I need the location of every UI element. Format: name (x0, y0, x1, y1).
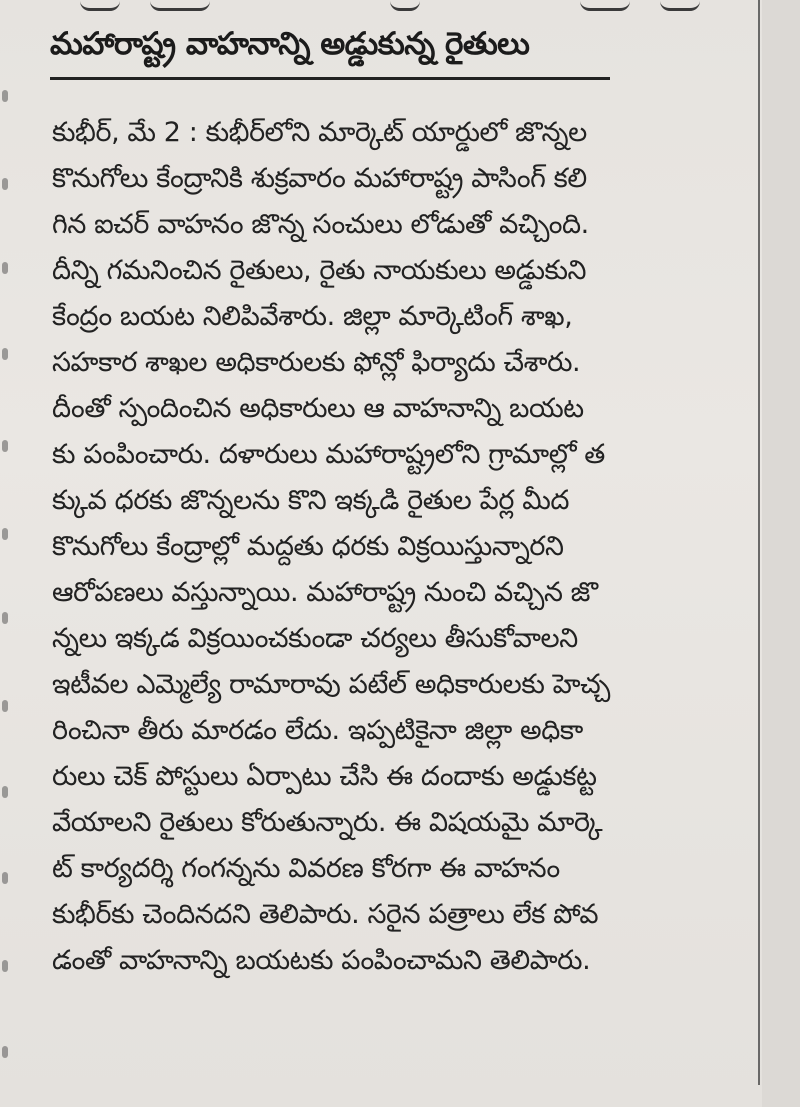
article-line: ట్ కార్యదర్శి గంగన్నను వివరణ కోరగా ఈ వాహనం (52, 853, 560, 884)
article-line: కుభీర్, మే 2 : కుభీర్‌లోని మార్కెట్ యార్డులో జొన్నల (52, 117, 587, 148)
article-line: కుభీర్‌కు చెందినదని తెలిపారు. సరైన పత్రాలు లేక పోవ (52, 899, 599, 930)
article-line: న్నలు ఇక్కడ విక్రయించకుండా చర్యలు తీసుకోవాలని (52, 623, 578, 654)
article-line: క్కువ ధరకు జొన్నలను కొని ఇక్కడి రైతుల పేర్ల మీద (52, 485, 570, 516)
article-line: దీన్ని గమనించిన రైతులు, రైతు నాయకులు అడ్డుకుని (52, 255, 587, 286)
article-line: దీంతో స్పందించిన అధికారులు ఆ వాహనాన్ని బయట (52, 393, 584, 424)
right-margin (762, 0, 800, 1107)
article-line: గిన ఐచర్ వాహనం జొన్న సంచులు లోడుతో వచ్చింది. (52, 209, 589, 240)
article-line: వేయాలని రైతులు కోరుతున్నారు. ఈ విషయమై మార్కె (52, 807, 603, 838)
previous-article-fragment (60, 0, 720, 14)
article-line: సహకార శాఖల అధికారులకు ఫోన్లో ఫిర్యాదు చేశారు. (52, 347, 581, 378)
article-line: ఇటీవల ఎమ్మెల్యే రామారావు పటేల్ అధికారులకు హెచ్చ (52, 669, 610, 700)
article-line: కేంద్రం బయట నిలిపివేశారు. జిల్లా మార్కెటింగ్ శాఖ, (52, 301, 573, 332)
article-line: కొనుగోలు కేంద్రాల్లో మద్దతు ధరకు విక్రయిస్తున్నారని (52, 531, 564, 562)
article-line: కొనుగోలు కేంద్రానికి శుక్రవారం మహారాష్ట్ర పాసింగ్ కలి (52, 163, 587, 194)
left-column-edge (0, 0, 14, 1107)
column-divider (758, 0, 760, 1085)
article-body (52, 110, 720, 984)
article-line: రించినా తీరు మారడం లేదు. ఇప్పటికైనా జిల్లా అధికా (52, 715, 583, 746)
article-line: ఆరోపణలు వస్తున్నాయి. మహారాష్ట్ర నుంచి వచ్చిన జొ (52, 577, 598, 608)
article-line: రులు చెక్ పోస్టులు ఏర్పాటు చేసి ఈ దందాకు అడ్డుకట్ట (52, 761, 597, 792)
headline-text: మహారాష్ట్ర వాహనాన్ని అడ్డుకున్న రైతులు (50, 26, 530, 62)
headline-underline (50, 77, 610, 80)
article-line: కు పంపించారు. దళారులు మహారాష్ట్రలోని గ్రామాల్లో త (52, 439, 605, 470)
article-line: డంతో వాహనాన్ని బయటకు పంపించామని తెలిపారు. (52, 945, 591, 976)
article-headline (50, 22, 610, 82)
